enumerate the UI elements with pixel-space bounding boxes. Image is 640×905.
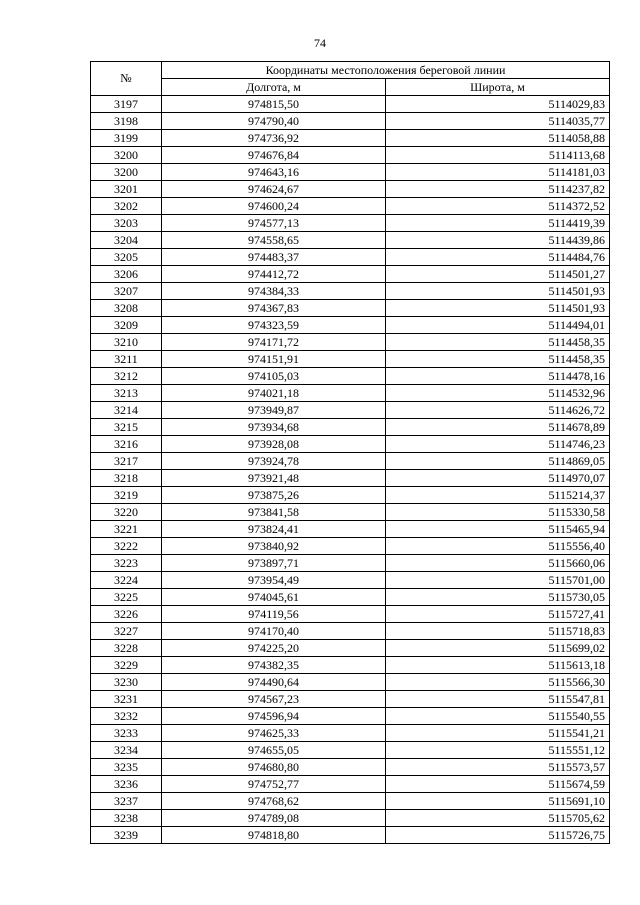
latitude-cell: 5115573,57 (386, 759, 610, 776)
latitude-cell: 5115727,41 (386, 606, 610, 623)
row-number-cell: 3207 (91, 283, 162, 300)
longitude-cell: 974789,08 (162, 810, 386, 827)
longitude-cell: 974676,84 (162, 147, 386, 164)
longitude-cell: 974105,03 (162, 368, 386, 385)
latitude-cell: 5114035,77 (386, 113, 610, 130)
latitude-cell: 5114058,88 (386, 130, 610, 147)
longitude-cell: 974151,91 (162, 351, 386, 368)
table-row (91, 215, 610, 232)
table-row (91, 487, 610, 504)
row-number-cell: 3226 (91, 606, 162, 623)
table-row (91, 147, 610, 164)
latitude-cell: 5115540,55 (386, 708, 610, 725)
row-number-cell: 3215 (91, 419, 162, 436)
table-row (91, 198, 610, 215)
longitude-column-header: Долгота, м (162, 79, 386, 96)
latitude-cell: 5114372,52 (386, 198, 610, 215)
latitude-cell: 5115541,21 (386, 725, 610, 742)
row-number-cell: 3210 (91, 334, 162, 351)
longitude-cell: 974655,05 (162, 742, 386, 759)
table-row (91, 572, 610, 589)
table-row (91, 130, 610, 147)
longitude-cell: 974558,65 (162, 232, 386, 249)
row-number-cell: 3231 (91, 691, 162, 708)
table-row (91, 674, 610, 691)
row-number-cell: 3239 (91, 827, 162, 844)
row-number-cell: 3199 (91, 130, 162, 147)
header-row-bottom (91, 79, 610, 96)
longitude-cell: 974119,56 (162, 606, 386, 623)
latitude-cell: 5114181,03 (386, 164, 610, 181)
row-number-cell: 3197 (91, 96, 162, 113)
row-number-cell: 3228 (91, 640, 162, 657)
latitude-cell: 5114501,27 (386, 266, 610, 283)
coordinates-group-header: Координаты местоположения береговой линии (162, 62, 610, 79)
table-row (91, 317, 610, 334)
coordinates-table (90, 61, 610, 844)
longitude-cell: 974600,24 (162, 198, 386, 215)
longitude-cell: 974412,72 (162, 266, 386, 283)
table-row (91, 470, 610, 487)
latitude-cell: 5114484,76 (386, 249, 610, 266)
table-row (91, 351, 610, 368)
row-number-cell: 3235 (91, 759, 162, 776)
row-number-cell: 3203 (91, 215, 162, 232)
longitude-cell: 974171,72 (162, 334, 386, 351)
longitude-cell: 974624,67 (162, 181, 386, 198)
table-row (91, 776, 610, 793)
longitude-cell: 974384,33 (162, 283, 386, 300)
table-row (91, 266, 610, 283)
table-row (91, 283, 610, 300)
longitude-cell: 974225,20 (162, 640, 386, 657)
table-row (91, 436, 610, 453)
row-number-cell: 3200 (91, 147, 162, 164)
latitude-cell: 5114869,05 (386, 453, 610, 470)
row-number-cell: 3216 (91, 436, 162, 453)
longitude-cell: 974736,92 (162, 130, 386, 147)
latitude-cell: 5115726,75 (386, 827, 610, 844)
page-number: 74 (314, 36, 326, 50)
longitude-cell: 973934,68 (162, 419, 386, 436)
latitude-cell: 5115730,05 (386, 589, 610, 606)
latitude-cell: 5114678,89 (386, 419, 610, 436)
row-number-cell: 3220 (91, 504, 162, 521)
longitude-cell: 973841,58 (162, 504, 386, 521)
row-number-cell: 3208 (91, 300, 162, 317)
longitude-cell: 974815,50 (162, 96, 386, 113)
row-number-cell: 3222 (91, 538, 162, 555)
latitude-cell: 5115465,94 (386, 521, 610, 538)
table-row (91, 725, 610, 742)
longitude-cell: 974625,33 (162, 725, 386, 742)
latitude-cell: 5114458,35 (386, 334, 610, 351)
latitude-cell: 5114501,93 (386, 300, 610, 317)
row-number-cell: 3238 (91, 810, 162, 827)
row-number-cell: 3232 (91, 708, 162, 725)
row-number-cell: 3230 (91, 674, 162, 691)
latitude-cell: 5115330,58 (386, 504, 610, 521)
longitude-cell: 973897,71 (162, 555, 386, 572)
longitude-cell: 974382,35 (162, 657, 386, 674)
row-number-cell: 3213 (91, 385, 162, 402)
latitude-cell: 5114237,82 (386, 181, 610, 198)
row-number-cell: 3237 (91, 793, 162, 810)
row-number-cell: 3205 (91, 249, 162, 266)
longitude-cell: 974170,40 (162, 623, 386, 640)
table-row (91, 402, 610, 419)
row-number-cell: 3212 (91, 368, 162, 385)
latitude-cell: 5114419,39 (386, 215, 610, 232)
row-number-cell: 3218 (91, 470, 162, 487)
latitude-cell: 5114458,35 (386, 351, 610, 368)
table-header (91, 62, 610, 96)
header-row-top (91, 62, 610, 79)
longitude-cell: 974596,94 (162, 708, 386, 725)
longitude-cell: 974490,64 (162, 674, 386, 691)
longitude-cell: 974367,83 (162, 300, 386, 317)
latitude-cell: 5115660,06 (386, 555, 610, 572)
table-row (91, 623, 610, 640)
latitude-cell: 5115699,02 (386, 640, 610, 657)
table-row (91, 589, 610, 606)
table-row (91, 385, 610, 402)
latitude-cell: 5115556,40 (386, 538, 610, 555)
table-row (91, 164, 610, 181)
table-row (91, 538, 610, 555)
table-row (91, 657, 610, 674)
longitude-cell: 974643,16 (162, 164, 386, 181)
latitude-cell: 5115547,81 (386, 691, 610, 708)
longitude-cell: 974567,23 (162, 691, 386, 708)
row-number-cell: 3224 (91, 572, 162, 589)
longitude-cell: 973824,41 (162, 521, 386, 538)
table-row (91, 334, 610, 351)
table-row (91, 521, 610, 538)
longitude-cell: 974483,37 (162, 249, 386, 266)
row-number-cell: 3209 (91, 317, 162, 334)
table-row (91, 708, 610, 725)
longitude-cell: 974752,77 (162, 776, 386, 793)
latitude-cell: 5115566,30 (386, 674, 610, 691)
table-row (91, 504, 610, 521)
latitude-cell: 5115674,59 (386, 776, 610, 793)
row-number-cell: 3202 (91, 198, 162, 215)
table-body (91, 96, 610, 844)
latitude-cell: 5115691,10 (386, 793, 610, 810)
table-row (91, 419, 610, 436)
latitude-cell: 5114113,68 (386, 147, 610, 164)
table-row (91, 249, 610, 266)
table-row (91, 232, 610, 249)
row-number-cell: 3214 (91, 402, 162, 419)
latitude-cell: 5115613,18 (386, 657, 610, 674)
longitude-cell: 974768,62 (162, 793, 386, 810)
table-row (91, 691, 610, 708)
latitude-cell: 5114494,01 (386, 317, 610, 334)
table-row (91, 810, 610, 827)
longitude-cell: 974577,13 (162, 215, 386, 232)
latitude-cell: 5114029,83 (386, 96, 610, 113)
table-row (91, 640, 610, 657)
longitude-cell: 974790,40 (162, 113, 386, 130)
latitude-cell: 5115718,83 (386, 623, 610, 640)
latitude-cell: 5114532,96 (386, 385, 610, 402)
longitude-cell: 974021,18 (162, 385, 386, 402)
longitude-cell: 974323,59 (162, 317, 386, 334)
table-row (91, 759, 610, 776)
row-number-cell: 3211 (91, 351, 162, 368)
table-row (91, 300, 610, 317)
row-number-cell: 3204 (91, 232, 162, 249)
row-number-cell: 3223 (91, 555, 162, 572)
table-row (91, 113, 610, 130)
latitude-cell: 5114501,93 (386, 283, 610, 300)
number-column-header: № (91, 62, 162, 96)
row-number-cell: 3217 (91, 453, 162, 470)
latitude-cell: 5115214,37 (386, 487, 610, 504)
latitude-column-header: Широта, м (386, 79, 610, 96)
table-row (91, 555, 610, 572)
longitude-cell: 974045,61 (162, 589, 386, 606)
latitude-cell: 5115705,62 (386, 810, 610, 827)
row-number-cell: 3236 (91, 776, 162, 793)
row-number-cell: 3200 (91, 164, 162, 181)
table-row (91, 793, 610, 810)
latitude-cell: 5115551,12 (386, 742, 610, 759)
table-row (91, 742, 610, 759)
row-number-cell: 3233 (91, 725, 162, 742)
latitude-cell: 5114626,72 (386, 402, 610, 419)
latitude-cell: 5114746,23 (386, 436, 610, 453)
latitude-cell: 5114970,07 (386, 470, 610, 487)
table-row (91, 96, 610, 113)
table-row (91, 453, 610, 470)
longitude-cell: 973924,78 (162, 453, 386, 470)
row-number-cell: 3234 (91, 742, 162, 759)
longitude-cell: 974680,80 (162, 759, 386, 776)
row-number-cell: 3221 (91, 521, 162, 538)
row-number-cell: 3227 (91, 623, 162, 640)
latitude-cell: 5114478,16 (386, 368, 610, 385)
longitude-cell: 973875,26 (162, 487, 386, 504)
row-number-cell: 3206 (91, 266, 162, 283)
table-row (91, 606, 610, 623)
longitude-cell: 973949,87 (162, 402, 386, 419)
latitude-cell: 5114439,86 (386, 232, 610, 249)
row-number-cell: 3225 (91, 589, 162, 606)
row-number-cell: 3219 (91, 487, 162, 504)
table-row (91, 827, 610, 844)
latitude-cell: 5115701,00 (386, 572, 610, 589)
longitude-cell: 973954,49 (162, 572, 386, 589)
row-number-cell: 3201 (91, 181, 162, 198)
longitude-cell: 974818,80 (162, 827, 386, 844)
longitude-cell: 973921,48 (162, 470, 386, 487)
row-number-cell: 3229 (91, 657, 162, 674)
longitude-cell: 973928,08 (162, 436, 386, 453)
longitude-cell: 973840,92 (162, 538, 386, 555)
table-row (91, 181, 610, 198)
table-row (91, 368, 610, 385)
row-number-cell: 3198 (91, 113, 162, 130)
